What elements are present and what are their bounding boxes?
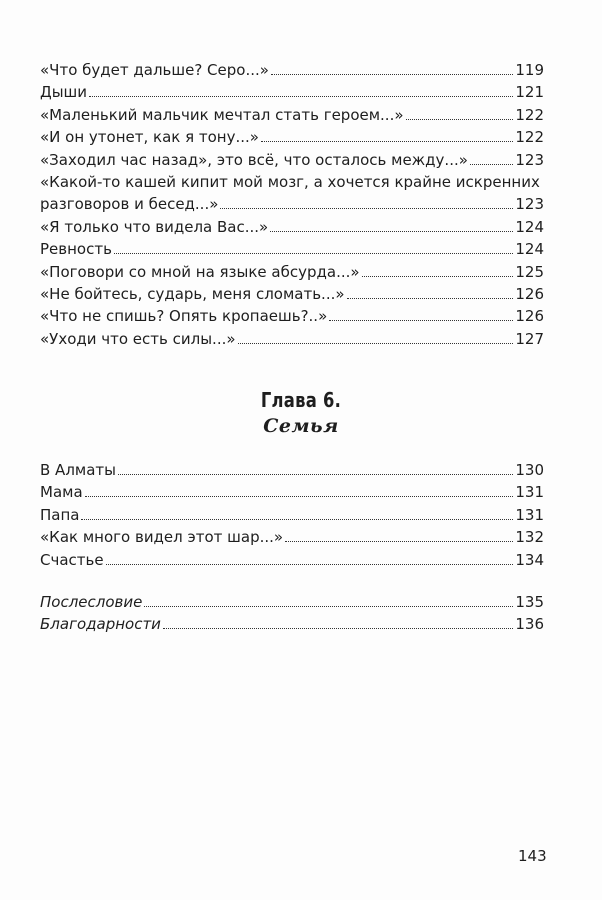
toc-entry-title: «Что не спишь? Опять кропаешь?..» [40, 307, 328, 326]
toc-entry [40, 126, 544, 148]
toc-entry-title: В Алматы [40, 461, 116, 479]
toc-entry-page: 119 [515, 61, 544, 79]
toc-entry [40, 526, 544, 548]
toc-entry-page: 131 [515, 483, 544, 502]
dot-leader [114, 253, 513, 254]
dot-leader [144, 606, 513, 607]
toc-entry-page: 121 [515, 83, 544, 102]
toc-entry-page: 124 [515, 240, 544, 259]
toc-entry [40, 59, 544, 81]
toc-entry [40, 238, 544, 260]
toc-entry-title: «Как много видел этот шар...» [40, 528, 284, 547]
toc-entry [40, 283, 544, 305]
toc-entry-page: 123 [515, 195, 544, 214]
toc-entry-title: «Я только что видела Вас...» [40, 217, 269, 236]
back-matter-toc-list [40, 591, 544, 636]
toc-entry-page: 127 [515, 329, 544, 348]
toc-entry-page: 126 [515, 307, 544, 326]
toc-entry [40, 104, 544, 126]
dot-leader [85, 496, 514, 497]
toc-entry-title: «И он утонет, как я тону...» [40, 128, 259, 147]
toc-list [40, 59, 544, 350]
chapter-number: Глава 6. [260, 388, 342, 412]
toc-entry-page: 130 [515, 461, 544, 479]
toc-entry-title: «Маленький мальчик мечтал стать героем...» [40, 105, 404, 124]
dot-leader [362, 276, 514, 277]
toc-entry-title: Дыши [40, 83, 88, 102]
toc-entry [40, 481, 544, 503]
toc-entry-title: «Какой-то кашей кипит мой мозг, а хочется крайне искренних [40, 173, 540, 192]
toc-entry-title: «Что будет дальше? Серо...» [40, 61, 269, 79]
chapter-heading [0, 388, 602, 437]
toc-entry [40, 216, 544, 238]
toc-entry-title: «Заходил час назад», это всё, что осталось между...» [40, 150, 468, 169]
toc-entry-page: 131 [515, 505, 544, 524]
dot-leader [106, 564, 514, 565]
toc-entry-title: Папа [40, 505, 80, 524]
dot-leader [261, 141, 513, 142]
toc-entry-page: 134 [515, 550, 544, 569]
dot-leader [470, 164, 513, 165]
dot-leader [329, 320, 513, 321]
toc-entry [40, 81, 544, 103]
toc-entry-page: 124 [515, 217, 544, 236]
toc-entry-title: «Поговори со мной на языке абсурда...» [40, 262, 360, 281]
toc-entry-page: 126 [515, 285, 544, 304]
toc-entry-page: 122 [515, 128, 544, 147]
chapter-title: Семья [263, 415, 339, 437]
dot-leader [406, 119, 514, 120]
toc-entry-page: 122 [515, 105, 544, 124]
toc-entry [40, 459, 544, 481]
dot-leader [238, 343, 514, 344]
toc-entry-title: «Уходи что есть силы...» [40, 329, 236, 348]
toc-entry-page: 136 [515, 615, 544, 634]
page-number: 143 [518, 847, 547, 865]
toc-entry [40, 171, 544, 216]
toc-entry [40, 261, 544, 283]
toc-entry [40, 591, 544, 613]
dot-leader [81, 519, 513, 520]
toc-entry-page: 135 [515, 593, 544, 611]
toc-entry-title: Благодарности [40, 615, 161, 634]
toc-entry-title-continued: разговоров и бесед...» [40, 195, 219, 214]
dot-leader [347, 298, 514, 299]
toc-entry-title: Ревность [40, 240, 112, 259]
dot-leader [118, 474, 513, 475]
toc-entry [40, 328, 544, 350]
toc-entry [40, 549, 544, 571]
toc-entry [40, 504, 544, 526]
dot-leader [285, 541, 513, 542]
dot-leader [89, 96, 513, 97]
toc-entry-page: 132 [515, 528, 544, 547]
chapter-toc-list [40, 459, 544, 571]
toc-entry-title: Послесловие [40, 593, 143, 611]
toc-entry-page: 125 [515, 262, 544, 281]
dot-leader [270, 231, 513, 232]
dot-leader [163, 628, 513, 629]
toc-entry [40, 149, 544, 171]
dot-leader [271, 74, 513, 75]
dot-leader [220, 208, 513, 209]
toc-entry-title: Счастье [40, 550, 104, 569]
toc-entry [40, 613, 544, 635]
toc-entry-title: «Не бойтесь, сударь, меня сломать...» [40, 285, 345, 304]
toc-entry [40, 305, 544, 327]
toc-entry-page: 123 [515, 150, 544, 169]
toc-entry-title: Мама [40, 483, 83, 502]
